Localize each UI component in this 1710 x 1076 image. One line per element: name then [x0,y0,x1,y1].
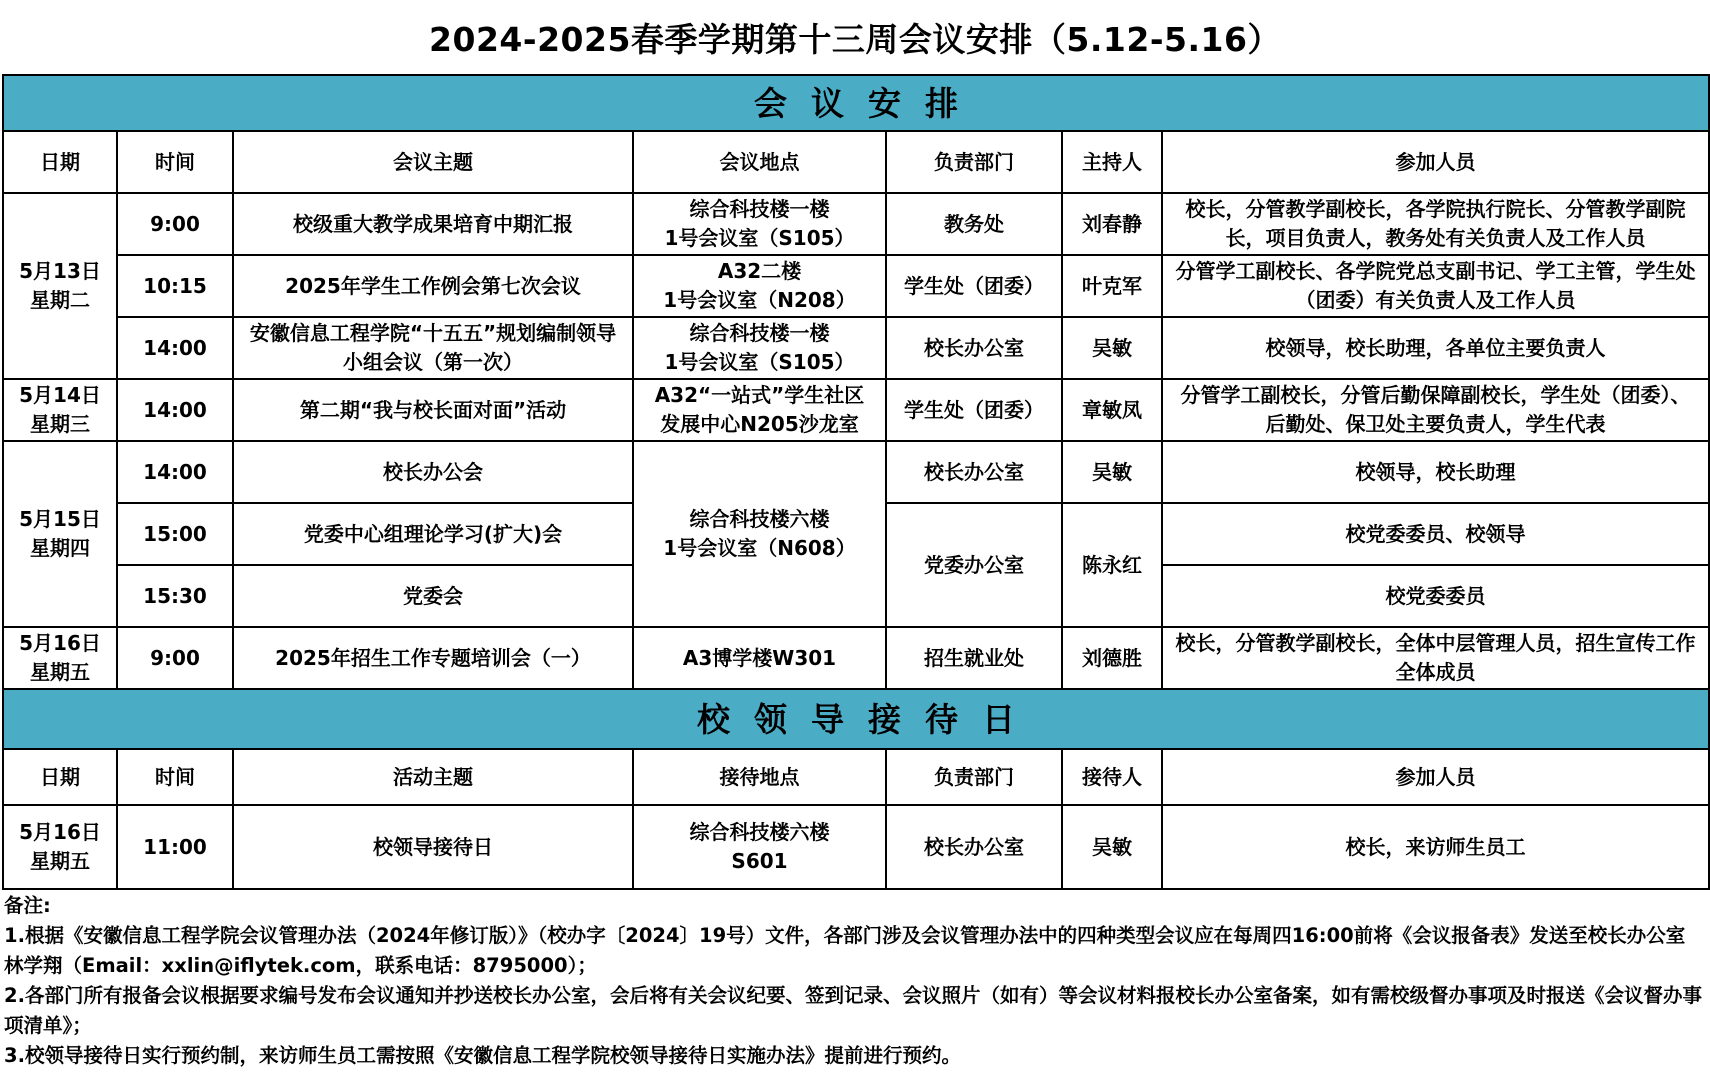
time-cell: 10:15 [117,255,233,317]
table-row [3,255,1709,317]
reception-band-row [3,689,1709,749]
header-date: 日期 [3,749,117,805]
date: 5月16日 [19,820,101,844]
location-line: 1号会议室（S105） [664,350,855,374]
meeting-band-row [3,75,1709,131]
weekday: 星期五 [30,660,90,684]
notes-heading: 备注: [4,894,51,917]
location-cell [633,255,886,317]
attendees-cell: 分管学工副校长，分管后勤保障副校长，学生处（团委）、后勤处、保卫处主要负责人，学生代表 [1162,379,1709,441]
attendees-cell: 校领导，校长助理 [1162,441,1709,503]
date-cell [3,805,117,889]
topic-cell: 党委中心组理论学习(扩大)会 [233,503,633,565]
header-topic: 会议主题 [233,131,633,193]
attendees-cell: 校领导，校长助理，各单位主要负责人 [1162,317,1709,379]
location-line: A32“一站式”学生社区 [654,383,865,407]
header-reception-location: 接待地点 [633,749,886,805]
location-cell: A3博学楼W301 [633,627,886,689]
topic-cell: 2025年学生工作例会第七次会议 [233,255,633,317]
header-department: 负责部门 [886,131,1062,193]
date: 5月15日 [19,507,101,531]
location-line: 1号会议室（N208） [663,288,856,312]
location-line: A32二楼 [717,259,802,283]
host-cell: 刘春静 [1062,193,1162,255]
date-cell [3,193,117,379]
location-line: 综合科技楼六楼 [689,820,830,844]
department-cell: 校长办公室 [886,317,1062,379]
topic-cell: 安徽信息工程学院“十五五”规划编制领导小组会议（第一次） [233,317,633,379]
meeting-header-row [3,131,1709,193]
time-cell: 15:30 [117,565,233,627]
notes-section [4,891,1704,1071]
header-location: 会议地点 [633,131,886,193]
weekday: 星期五 [30,849,90,873]
time-cell: 14:00 [117,317,233,379]
table-row [3,441,1709,503]
date-cell [3,441,117,627]
header-attendees: 参加人员 [1162,131,1709,193]
host-cell: 陈永红 [1062,503,1162,627]
header-time: 时间 [117,131,233,193]
department-cell: 校长办公室 [886,805,1062,889]
location-line: 综合科技楼一楼 [689,197,830,221]
topic-cell: 校领导接待日 [233,805,633,889]
location-line: 1号会议室（N608） [663,536,856,560]
date: 5月14日 [19,383,101,407]
table-row [3,805,1709,889]
topic-cell: 2025年招生工作专题培训会（一） [233,627,633,689]
date: 5月16日 [19,631,101,655]
note-item: 1.根据《安徽信息工程学院会议管理办法（2024年修订版）》（校办字〔2024〕19号）文件，各部门涉及会议管理办法中的四种类型会议应在每周四16:00前将《会议报备表》发送至校长办公室林学翔（Email：xxlin@iflytek.com，联系电话：8795000）； [4,924,1686,977]
location-line: S601 [731,849,788,873]
date-cell [3,379,117,441]
location-line: 1号会议室（S105） [664,226,855,250]
header-department: 负责部门 [886,749,1062,805]
attendees-cell: 校党委委员 [1162,565,1709,627]
attendees-cell: 校长，来访师生员工 [1162,805,1709,889]
host-cell: 吴敏 [1062,317,1162,379]
note-item: 2.各部门所有报备会议根据要求编号发布会议通知并抄送校长办公室，会后将有关会议纪要、签到记录、会议照片（如有）等会议材料报校长办公室备案，如有需校级督办事项及时报送《会议督办事项清单》； [4,984,1702,1037]
host-cell: 章敏凤 [1062,379,1162,441]
meeting-section-header: 会议安排 [3,75,1709,131]
header-attendees: 参加人员 [1162,749,1709,805]
time-cell: 14:00 [117,441,233,503]
schedule-table [2,74,1710,890]
date: 5月13日 [19,259,101,283]
header-receiver: 接待人 [1062,749,1162,805]
location-cell [633,379,886,441]
table-row [3,193,1709,255]
attendees-cell: 分管学工副校长、各学院党总支副书记、学工主管，学生处（团委）有关负责人及工作人员 [1162,255,1709,317]
department-cell: 教务处 [886,193,1062,255]
location-line: 综合科技楼六楼 [689,507,830,531]
department-cell: 学生处（团委） [886,379,1062,441]
header-host: 主持人 [1062,131,1162,193]
attendees-cell: 校党委委员、校领导 [1162,503,1709,565]
host-cell: 吴敏 [1062,805,1162,889]
attendees-cell: 校长，分管教学副校长，各学院执行院长、分管教学副院长，项目负责人，教务处有关负责人及工作人员 [1162,193,1709,255]
department-cell: 校长办公室 [886,441,1062,503]
header-time: 时间 [117,749,233,805]
topic-cell: 党委会 [233,565,633,627]
reception-header-row [3,749,1709,805]
host-cell: 吴敏 [1062,441,1162,503]
host-cell: 叶克军 [1062,255,1162,317]
department-cell: 招生就业处 [886,627,1062,689]
weekday: 星期二 [30,288,90,312]
table-row [3,317,1709,379]
topic-cell: 校长办公会 [233,441,633,503]
note-item: 3.校领导接待日实行预约制，来访师生员工需按照《安徽信息工程学院校领导接待日实施办法》提前进行预约。 [4,1044,961,1067]
location-line: 综合科技楼一楼 [689,321,830,345]
topic-cell: 第二期“我与校长面对面”活动 [233,379,633,441]
location-cell [633,805,886,889]
location-cell [633,317,886,379]
host-cell: 刘德胜 [1062,627,1162,689]
time-cell: 15:00 [117,503,233,565]
attendees-cell: 校长，分管教学副校长，全体中层管理人员，招生宣传工作全体成员 [1162,627,1709,689]
time-cell: 11:00 [117,805,233,889]
date-cell [3,627,117,689]
topic-cell: 校级重大教学成果培育中期汇报 [233,193,633,255]
time-cell: 9:00 [117,627,233,689]
page-title: 2024-2025春季学期第十三周会议安排（5.12-5.16） [429,19,1281,59]
header-date: 日期 [3,131,117,193]
location-cell [633,441,886,627]
department-cell: 党委办公室 [886,503,1062,627]
header-activity-topic: 活动主题 [233,749,633,805]
table-row [3,627,1709,689]
location-cell [633,193,886,255]
reception-section-header: 校领导接待日 [3,689,1709,749]
time-cell: 14:00 [117,379,233,441]
weekday: 星期四 [30,536,90,560]
location-line: 发展中心N205沙龙室 [660,412,859,436]
weekday: 星期三 [30,412,90,436]
time-cell: 9:00 [117,193,233,255]
department-cell: 学生处（团委） [886,255,1062,317]
table-row [3,379,1709,441]
